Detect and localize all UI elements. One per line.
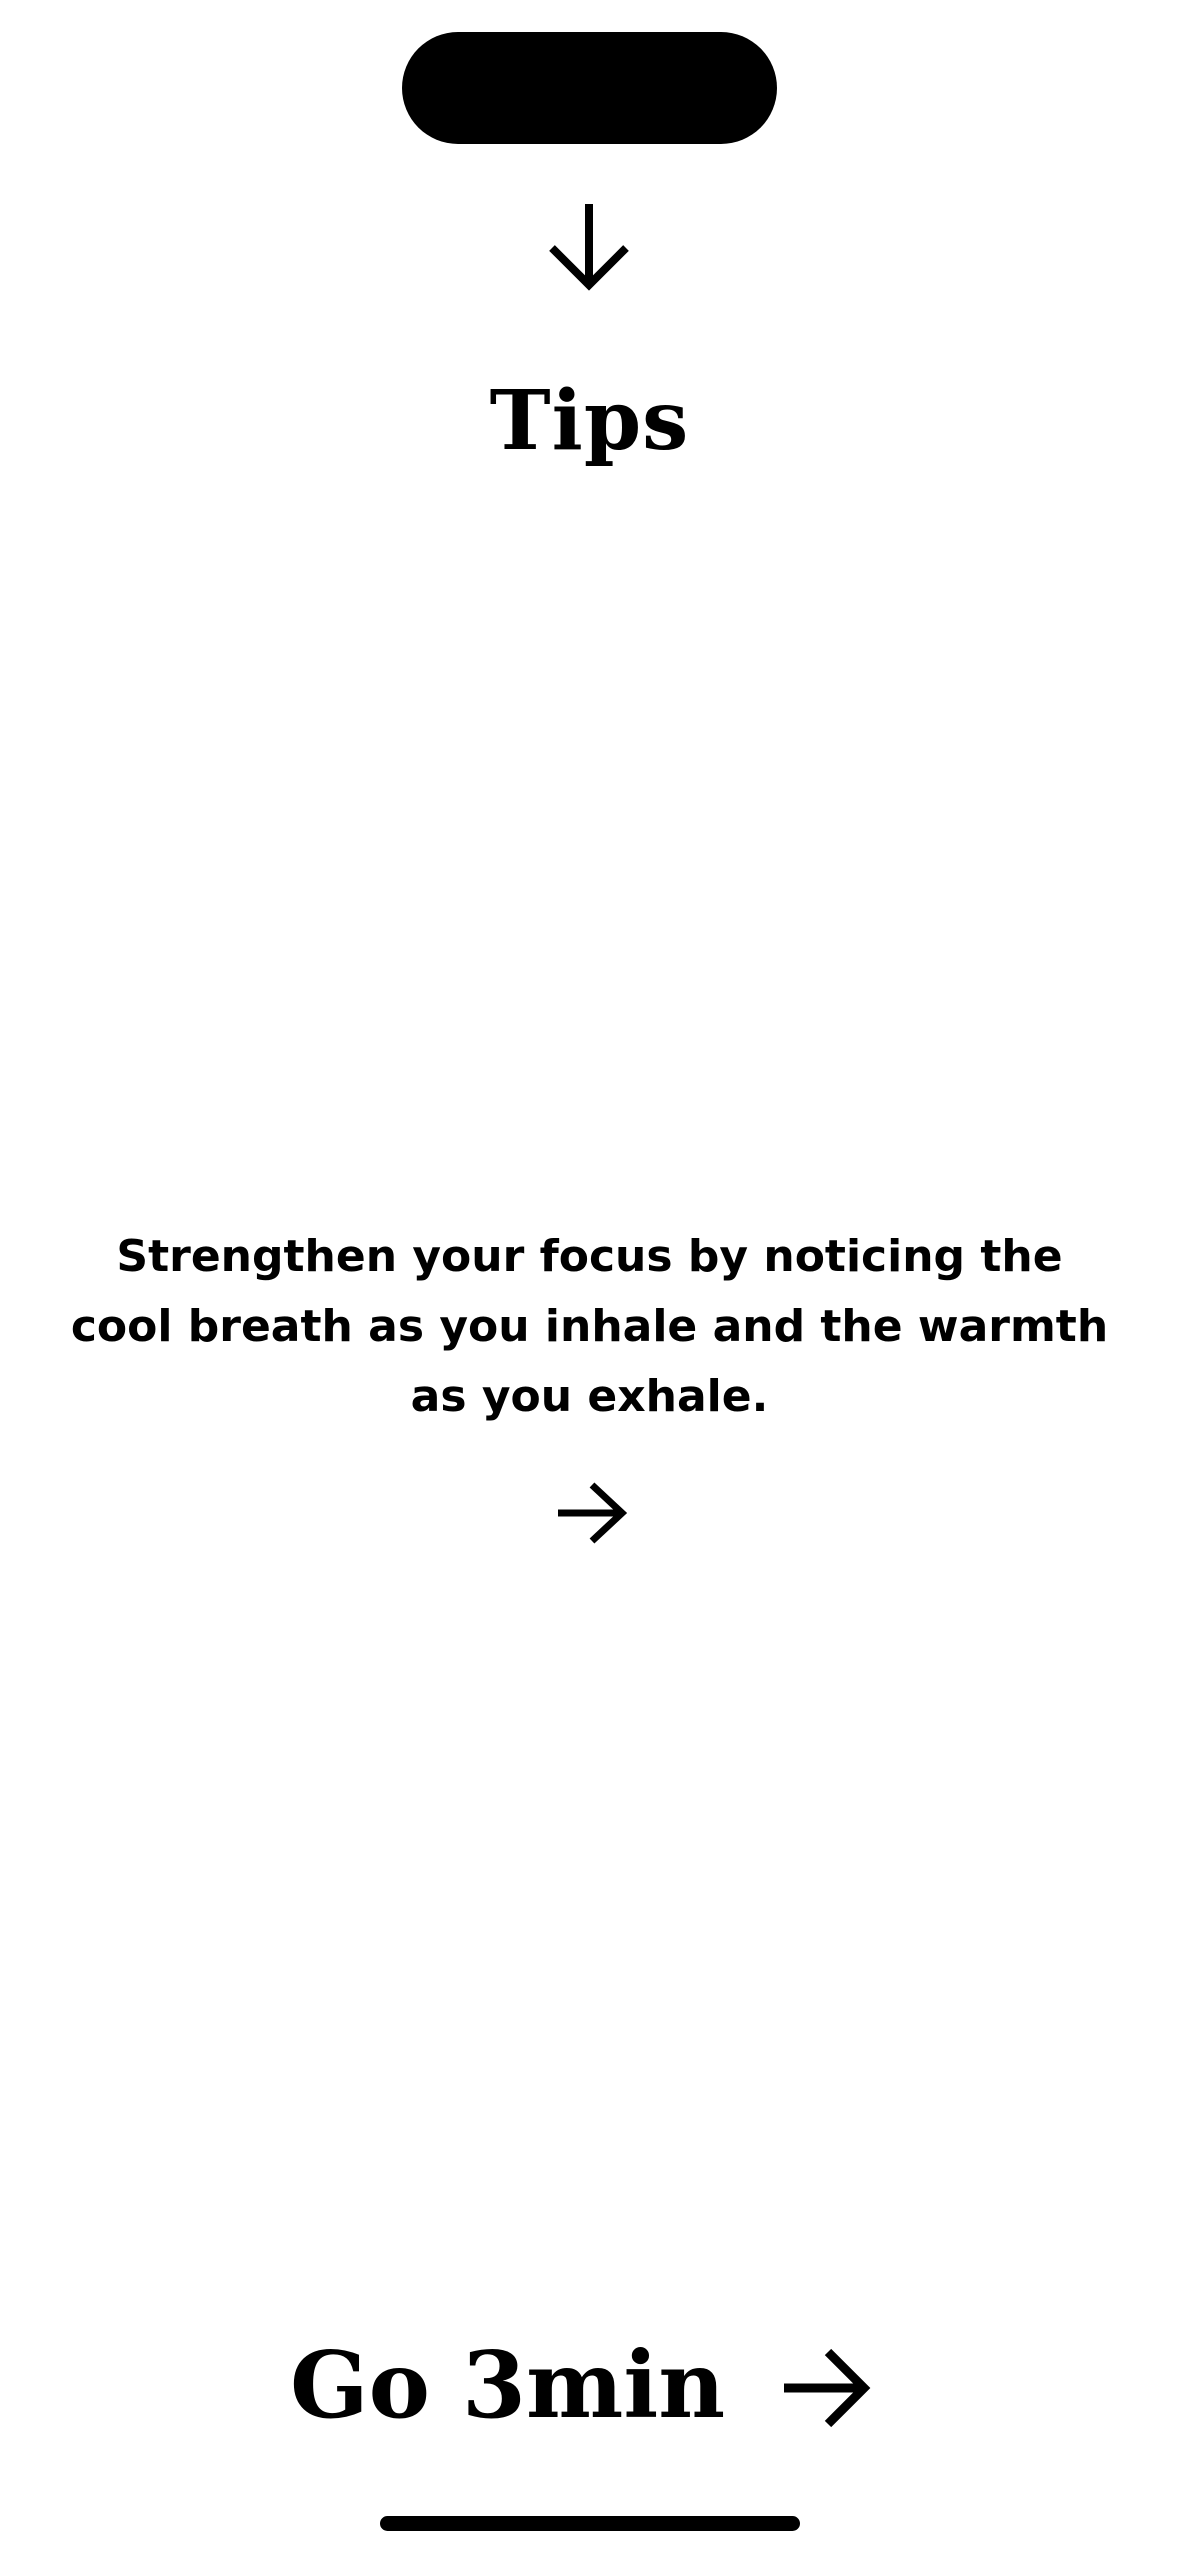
dynamic-island (402, 32, 777, 144)
arrow-down-icon (546, 200, 632, 292)
go-label: Go 3min (290, 2331, 726, 2439)
go-button[interactable] (290, 2320, 890, 2450)
next-tip-button[interactable] (556, 1480, 628, 1546)
arrow-right-icon (782, 2348, 872, 2428)
tip-text: Strengthen your focus by noticing the cool breath as you inhale and the warmth as you exhale. (70, 1231, 1109, 1422)
arrow-right-icon (556, 1480, 628, 1546)
home-indicator[interactable] (380, 2516, 800, 2531)
collapse-button[interactable] (546, 200, 632, 292)
page-title: Tips (489, 373, 690, 469)
